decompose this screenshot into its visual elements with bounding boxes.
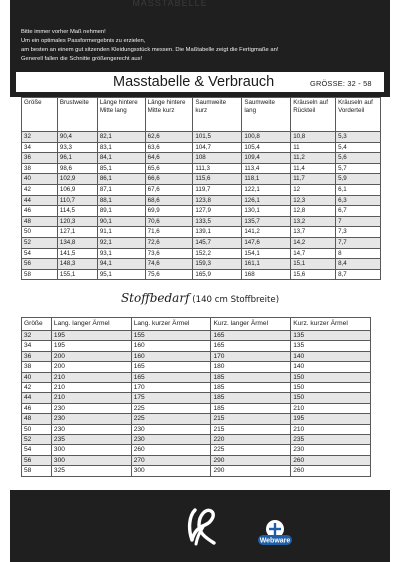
- size-cell: 38: [22, 362, 52, 372]
- fabric-cell: 200: [51, 362, 131, 372]
- table-row: [22, 174, 381, 185]
- fabric-cell: 230: [51, 414, 131, 424]
- measurement-cell: 152,2: [193, 248, 242, 259]
- size-cell: 58: [22, 466, 52, 476]
- measurement-cell: 139,1: [193, 227, 242, 238]
- fabric-cell: 210: [51, 383, 131, 393]
- fabric-cell: 270: [131, 455, 211, 465]
- measurement-cell: 88,1: [97, 195, 145, 206]
- measurement-cell: 5,4: [336, 142, 381, 153]
- measurement-cell: 159,3: [193, 259, 242, 270]
- fabric-cell: 300: [131, 466, 211, 476]
- fabric-table: [21, 317, 371, 477]
- size-cell: 48: [22, 414, 52, 424]
- measurement-cell: 135,7: [242, 216, 291, 227]
- measurement-cell: 114,5: [57, 206, 97, 217]
- measurement-cell: 14,2: [291, 237, 336, 248]
- measurement-cell: 73,6: [145, 248, 193, 259]
- fabric-cell: 200: [51, 351, 131, 361]
- size-range-label: GRÖSSE: 32 - 58: [310, 79, 372, 88]
- size-cell: 52: [22, 237, 58, 248]
- measurement-cell: 15,1: [291, 259, 336, 270]
- faded-heading: MASSTABELLE: [132, 0, 208, 8]
- webware-badge: [257, 518, 293, 546]
- measurement-cell: 66,6: [145, 174, 193, 185]
- measurement-cell: 119,7: [193, 184, 242, 195]
- measurement-cell: 93,1: [97, 248, 145, 259]
- fabric-cell: 300: [51, 455, 131, 465]
- fabric-cell: 165: [211, 331, 291, 341]
- measurement-cell: 94,1: [97, 259, 145, 270]
- fabric-cell: 185: [211, 393, 291, 403]
- measurement-cell: 7,3: [336, 227, 381, 238]
- page-title: Masstabelle & Verbrauch: [113, 74, 275, 90]
- column-header: Saumweite kurz: [193, 98, 242, 132]
- fabric-cell: 325: [51, 466, 131, 476]
- measurement-cell: 133,5: [193, 216, 242, 227]
- measurement-cell: 108: [193, 153, 242, 164]
- column-header: Kräuseln auf Vorderteil: [336, 98, 381, 132]
- measurement-cell: 63,6: [145, 142, 193, 153]
- measurement-cell: 71,6: [145, 227, 193, 238]
- measurement-cell: 64,6: [145, 153, 193, 164]
- fabric-cell: 160: [131, 341, 211, 351]
- fabric-cell: 225: [131, 403, 211, 413]
- fabric-cell: 225: [211, 445, 291, 455]
- measurement-cell: 168: [242, 269, 291, 280]
- fabric-cell: 140: [291, 351, 371, 361]
- fabric-cell: 210: [291, 424, 371, 434]
- measurement-cell: 6,3: [336, 195, 381, 206]
- intro-notes: [21, 28, 381, 64]
- table-row: [22, 435, 371, 445]
- fabric-cell: 135: [291, 341, 371, 351]
- measurement-cell: 126,1: [242, 195, 291, 206]
- fabric-cell: 235: [51, 435, 131, 445]
- measurement-cell: 87,1: [97, 184, 145, 195]
- table-row: [22, 153, 381, 164]
- badge-cross-horizontal: [269, 528, 281, 530]
- column-header: Lang. langer Ärmel: [51, 318, 131, 331]
- fabric-heading-script: Stoffbedarf: [120, 291, 190, 305]
- fabric-cell: 165: [211, 341, 291, 351]
- fabric-cell: 235: [291, 435, 371, 445]
- fabric-cell: 135: [291, 331, 371, 341]
- measurement-cell: 130,1: [242, 206, 291, 217]
- measurement-cell: 154,1: [242, 248, 291, 259]
- measurement-cell: 67,6: [145, 184, 193, 195]
- table-row: [22, 331, 371, 341]
- size-cell: 52: [22, 435, 52, 445]
- table-row: [22, 237, 381, 248]
- size-cell: 56: [22, 455, 52, 465]
- fabric-cell: 230: [131, 424, 211, 434]
- fabric-cell: 160: [131, 351, 211, 361]
- table-row: [22, 195, 381, 206]
- fabric-cell: 260: [291, 466, 371, 476]
- column-header: Größe: [22, 98, 58, 132]
- size-cell: 48: [22, 216, 58, 227]
- size-cell: 36: [22, 351, 52, 361]
- column-header: Lang. kurzer Ärmel: [131, 318, 211, 331]
- fabric-cell: 290: [211, 455, 291, 465]
- table-row: [22, 383, 371, 393]
- fabric-cell: 260: [131, 445, 211, 455]
- measurement-cell: 7,7: [336, 237, 381, 248]
- intro-line: am besten an einem gut sitzenden Kleidungsstück messen. Die Maßtabelle zeigt die Fertigmaße an!: [21, 47, 279, 53]
- measurement-cell: 11,4: [291, 163, 336, 174]
- size-cell: 36: [22, 153, 58, 164]
- fabric-cell: 170: [211, 351, 291, 361]
- measurement-cell: 74,6: [145, 259, 193, 270]
- measurement-cell: 65,6: [145, 163, 193, 174]
- measurement-cell: 68,6: [145, 195, 193, 206]
- table-row: [22, 424, 371, 434]
- measurement-cell: 93,3: [57, 142, 97, 153]
- measurement-cell: 69,9: [145, 206, 193, 217]
- fabric-cell: 195: [291, 414, 371, 424]
- measurement-cell: 95,1: [97, 269, 145, 280]
- measurement-cell: 70,6: [145, 216, 193, 227]
- column-header: Kurz. kurzer Ärmel: [291, 318, 371, 331]
- column-header: Brustweite: [57, 98, 97, 132]
- size-cell: 46: [22, 403, 52, 413]
- fabric-cell: 230: [51, 424, 131, 434]
- column-header: Größe: [22, 318, 52, 331]
- measurement-cell: 106,9: [57, 184, 97, 195]
- measurement-cell: 90,4: [57, 132, 97, 143]
- fabric-cell: 225: [131, 414, 211, 424]
- measurement-cell: 72,6: [145, 237, 193, 248]
- fabric-cell: 150: [291, 372, 371, 382]
- measurement-cell: 12: [291, 184, 336, 195]
- fabric-header-row: [22, 318, 371, 331]
- measurement-cell: 8,7: [336, 269, 381, 280]
- column-header: Länge hintere Mitte kurz: [145, 98, 193, 132]
- measurement-cell: 89,1: [97, 206, 145, 217]
- table-row: [22, 466, 371, 476]
- measurement-cell: 83,1: [97, 142, 145, 153]
- size-cell: 34: [22, 341, 52, 351]
- column-header: Kurz. langer Ärmel: [211, 318, 291, 331]
- measurement-cell: 141,2: [242, 227, 291, 238]
- size-cell: 40: [22, 372, 52, 382]
- size-cell: 32: [22, 331, 52, 341]
- measurement-cell: 8: [336, 248, 381, 259]
- measurement-cell: 100,8: [242, 132, 291, 143]
- fabric-cell: 185: [211, 403, 291, 413]
- fabric-cell: 215: [211, 424, 291, 434]
- table-row: [22, 393, 371, 403]
- fabric-cell: 230: [131, 435, 211, 445]
- table-row: [22, 142, 381, 153]
- column-header: Saumweite lang: [242, 98, 291, 132]
- size-cell: 32: [22, 132, 58, 143]
- measurement-cell: 82,1: [97, 132, 145, 143]
- measurement-cell: 12,8: [291, 206, 336, 217]
- table-row: [22, 403, 371, 413]
- table-row: [22, 455, 371, 465]
- table-row: [22, 445, 371, 455]
- measurement-cell: 11: [291, 142, 336, 153]
- column-header: Kräuseln auf Rückteil: [291, 98, 336, 132]
- fabric-cell: 150: [291, 393, 371, 403]
- size-cell: 58: [22, 269, 58, 280]
- intro-line: Generell fallen die Schnitte größengerecht aus!: [21, 56, 143, 62]
- table-row: [22, 351, 371, 361]
- fabric-cell: 260: [291, 455, 371, 465]
- fabric-cell: 230: [51, 403, 131, 413]
- fabric-cell: 185: [211, 383, 291, 393]
- measurement-cell: 122,1: [242, 184, 291, 195]
- fabric-cell: 210: [291, 403, 371, 413]
- measurement-cell: 85,1: [97, 163, 145, 174]
- fabric-cell: 175: [131, 393, 211, 403]
- size-cell: 46: [22, 206, 58, 217]
- measurement-cell: 104,7: [193, 142, 242, 153]
- fabric-cell: 220: [211, 435, 291, 445]
- measurement-cell: 6,1: [336, 184, 381, 195]
- fabric-cell: 185: [211, 372, 291, 382]
- measurement-cell: 10,8: [291, 132, 336, 143]
- table-row: [22, 184, 381, 195]
- fabric-cell: 180: [211, 362, 291, 372]
- fabric-cell: 300: [51, 445, 131, 455]
- measurement-cell: 134,8: [57, 237, 97, 248]
- measurement-cell: 6,7: [336, 206, 381, 217]
- intro-line: Bitte immer vorher Maß nehmen!: [21, 29, 106, 35]
- measurement-cell: 5,7: [336, 163, 381, 174]
- table-row: [22, 132, 381, 143]
- fabric-cell: 230: [291, 445, 371, 455]
- fabric-cell: 155: [131, 331, 211, 341]
- table-row: [22, 248, 381, 259]
- measurement-cell: 98,6: [57, 163, 97, 174]
- measurement-cell: 113,4: [242, 163, 291, 174]
- fabric-cell: 150: [291, 383, 371, 393]
- measurement-cell: 62,6: [145, 132, 193, 143]
- measurement-cell: 8,4: [336, 259, 381, 270]
- measurement-cell: 75,6: [145, 269, 193, 280]
- measurement-cell: 105,4: [242, 142, 291, 153]
- measurement-cell: 12,3: [291, 195, 336, 206]
- measurement-cell: 111,3: [193, 163, 242, 174]
- fabric-cell: 210: [51, 372, 131, 382]
- measurement-cell: 110,7: [57, 195, 97, 206]
- size-cell: 44: [22, 195, 58, 206]
- measurement-cell: 11,2: [291, 153, 336, 164]
- pattern-sheet: [10, 0, 390, 562]
- fabric-cell: 170: [131, 383, 211, 393]
- size-cell: 40: [22, 174, 58, 185]
- column-header: Länge hintere Mitte lang: [97, 98, 145, 132]
- table-row: [22, 372, 371, 382]
- measurement-cell: 145,7: [193, 237, 242, 248]
- measurement-cell: 127,9: [193, 206, 242, 217]
- size-cell: 38: [22, 163, 58, 174]
- size-cell: 42: [22, 184, 58, 195]
- fabric-width-note: (140 cm Stoffbreite): [192, 295, 280, 305]
- measurement-cell: 109,4: [242, 153, 291, 164]
- table-row: [22, 163, 381, 174]
- measurement-cell: 92,1: [97, 237, 145, 248]
- fabric-cell: 165: [131, 362, 211, 372]
- measurement-cell: 96,1: [57, 153, 97, 164]
- table-row: [22, 414, 371, 424]
- measurement-header-row: [22, 98, 381, 132]
- measurement-cell: 123,8: [193, 195, 242, 206]
- size-cell: 54: [22, 445, 52, 455]
- table-row: [22, 341, 371, 351]
- measurement-cell: 127,1: [57, 227, 97, 238]
- measurement-cell: 155,1: [57, 269, 97, 280]
- size-cell: 44: [22, 393, 52, 403]
- table-row: [22, 227, 381, 238]
- table-row: [22, 206, 381, 217]
- measurement-cell: 102,9: [57, 174, 97, 185]
- table-row: [22, 269, 381, 280]
- fabric-cell: 210: [51, 393, 131, 403]
- measurement-cell: 86,1: [97, 174, 145, 185]
- size-cell: 54: [22, 248, 58, 259]
- fabric-cell: 290: [211, 466, 291, 476]
- measurement-cell: 13,2: [291, 216, 336, 227]
- measurement-cell: 11,7: [291, 174, 336, 185]
- measurement-cell: 15,6: [291, 269, 336, 280]
- measurement-cell: 90,1: [97, 216, 145, 227]
- measurement-cell: 14,7: [291, 248, 336, 259]
- measurement-cell: 118,1: [242, 174, 291, 185]
- badge-label: Webware: [259, 537, 291, 545]
- size-cell: 34: [22, 142, 58, 153]
- intro-line: Um ein optimales Passformergebnis zu erzielen,: [21, 38, 146, 44]
- table-row: [22, 259, 381, 270]
- size-cell: 42: [22, 383, 52, 393]
- fabric-cell: 140: [291, 362, 371, 372]
- size-cell: 50: [22, 424, 52, 434]
- measurement-cell: 101,5: [193, 132, 242, 143]
- measurement-body: [22, 132, 381, 280]
- measurement-cell: 84,1: [97, 153, 145, 164]
- fabric-cell: 195: [51, 341, 131, 351]
- fabric-body: [22, 331, 371, 477]
- measurement-cell: 120,3: [57, 216, 97, 227]
- measurement-cell: 13,7: [291, 227, 336, 238]
- table-row: [22, 216, 381, 227]
- size-cell: 50: [22, 227, 58, 238]
- measurement-cell: 5,9: [336, 174, 381, 185]
- measurement-cell: 161,1: [242, 259, 291, 270]
- measurement-cell: 91,1: [97, 227, 145, 238]
- measurement-cell: 115,6: [193, 174, 242, 185]
- measurement-cell: 5,6: [336, 153, 381, 164]
- measurement-cell: 7: [336, 216, 381, 227]
- fabric-heading: [10, 291, 390, 305]
- size-cell: 56: [22, 259, 58, 270]
- table-row: [22, 362, 371, 372]
- fabric-cell: 195: [51, 331, 131, 341]
- fabric-cell: 165: [131, 372, 211, 382]
- measurement-cell: 5,3: [336, 132, 381, 143]
- kr-monogram-icon: [182, 507, 224, 547]
- measurement-cell: 165,9: [193, 269, 242, 280]
- measurement-cell: 148,3: [57, 259, 97, 270]
- fabric-cell: 215: [211, 414, 291, 424]
- measurement-table: [21, 97, 381, 280]
- measurement-cell: 147,6: [242, 237, 291, 248]
- measurement-cell: 141,5: [57, 248, 97, 259]
